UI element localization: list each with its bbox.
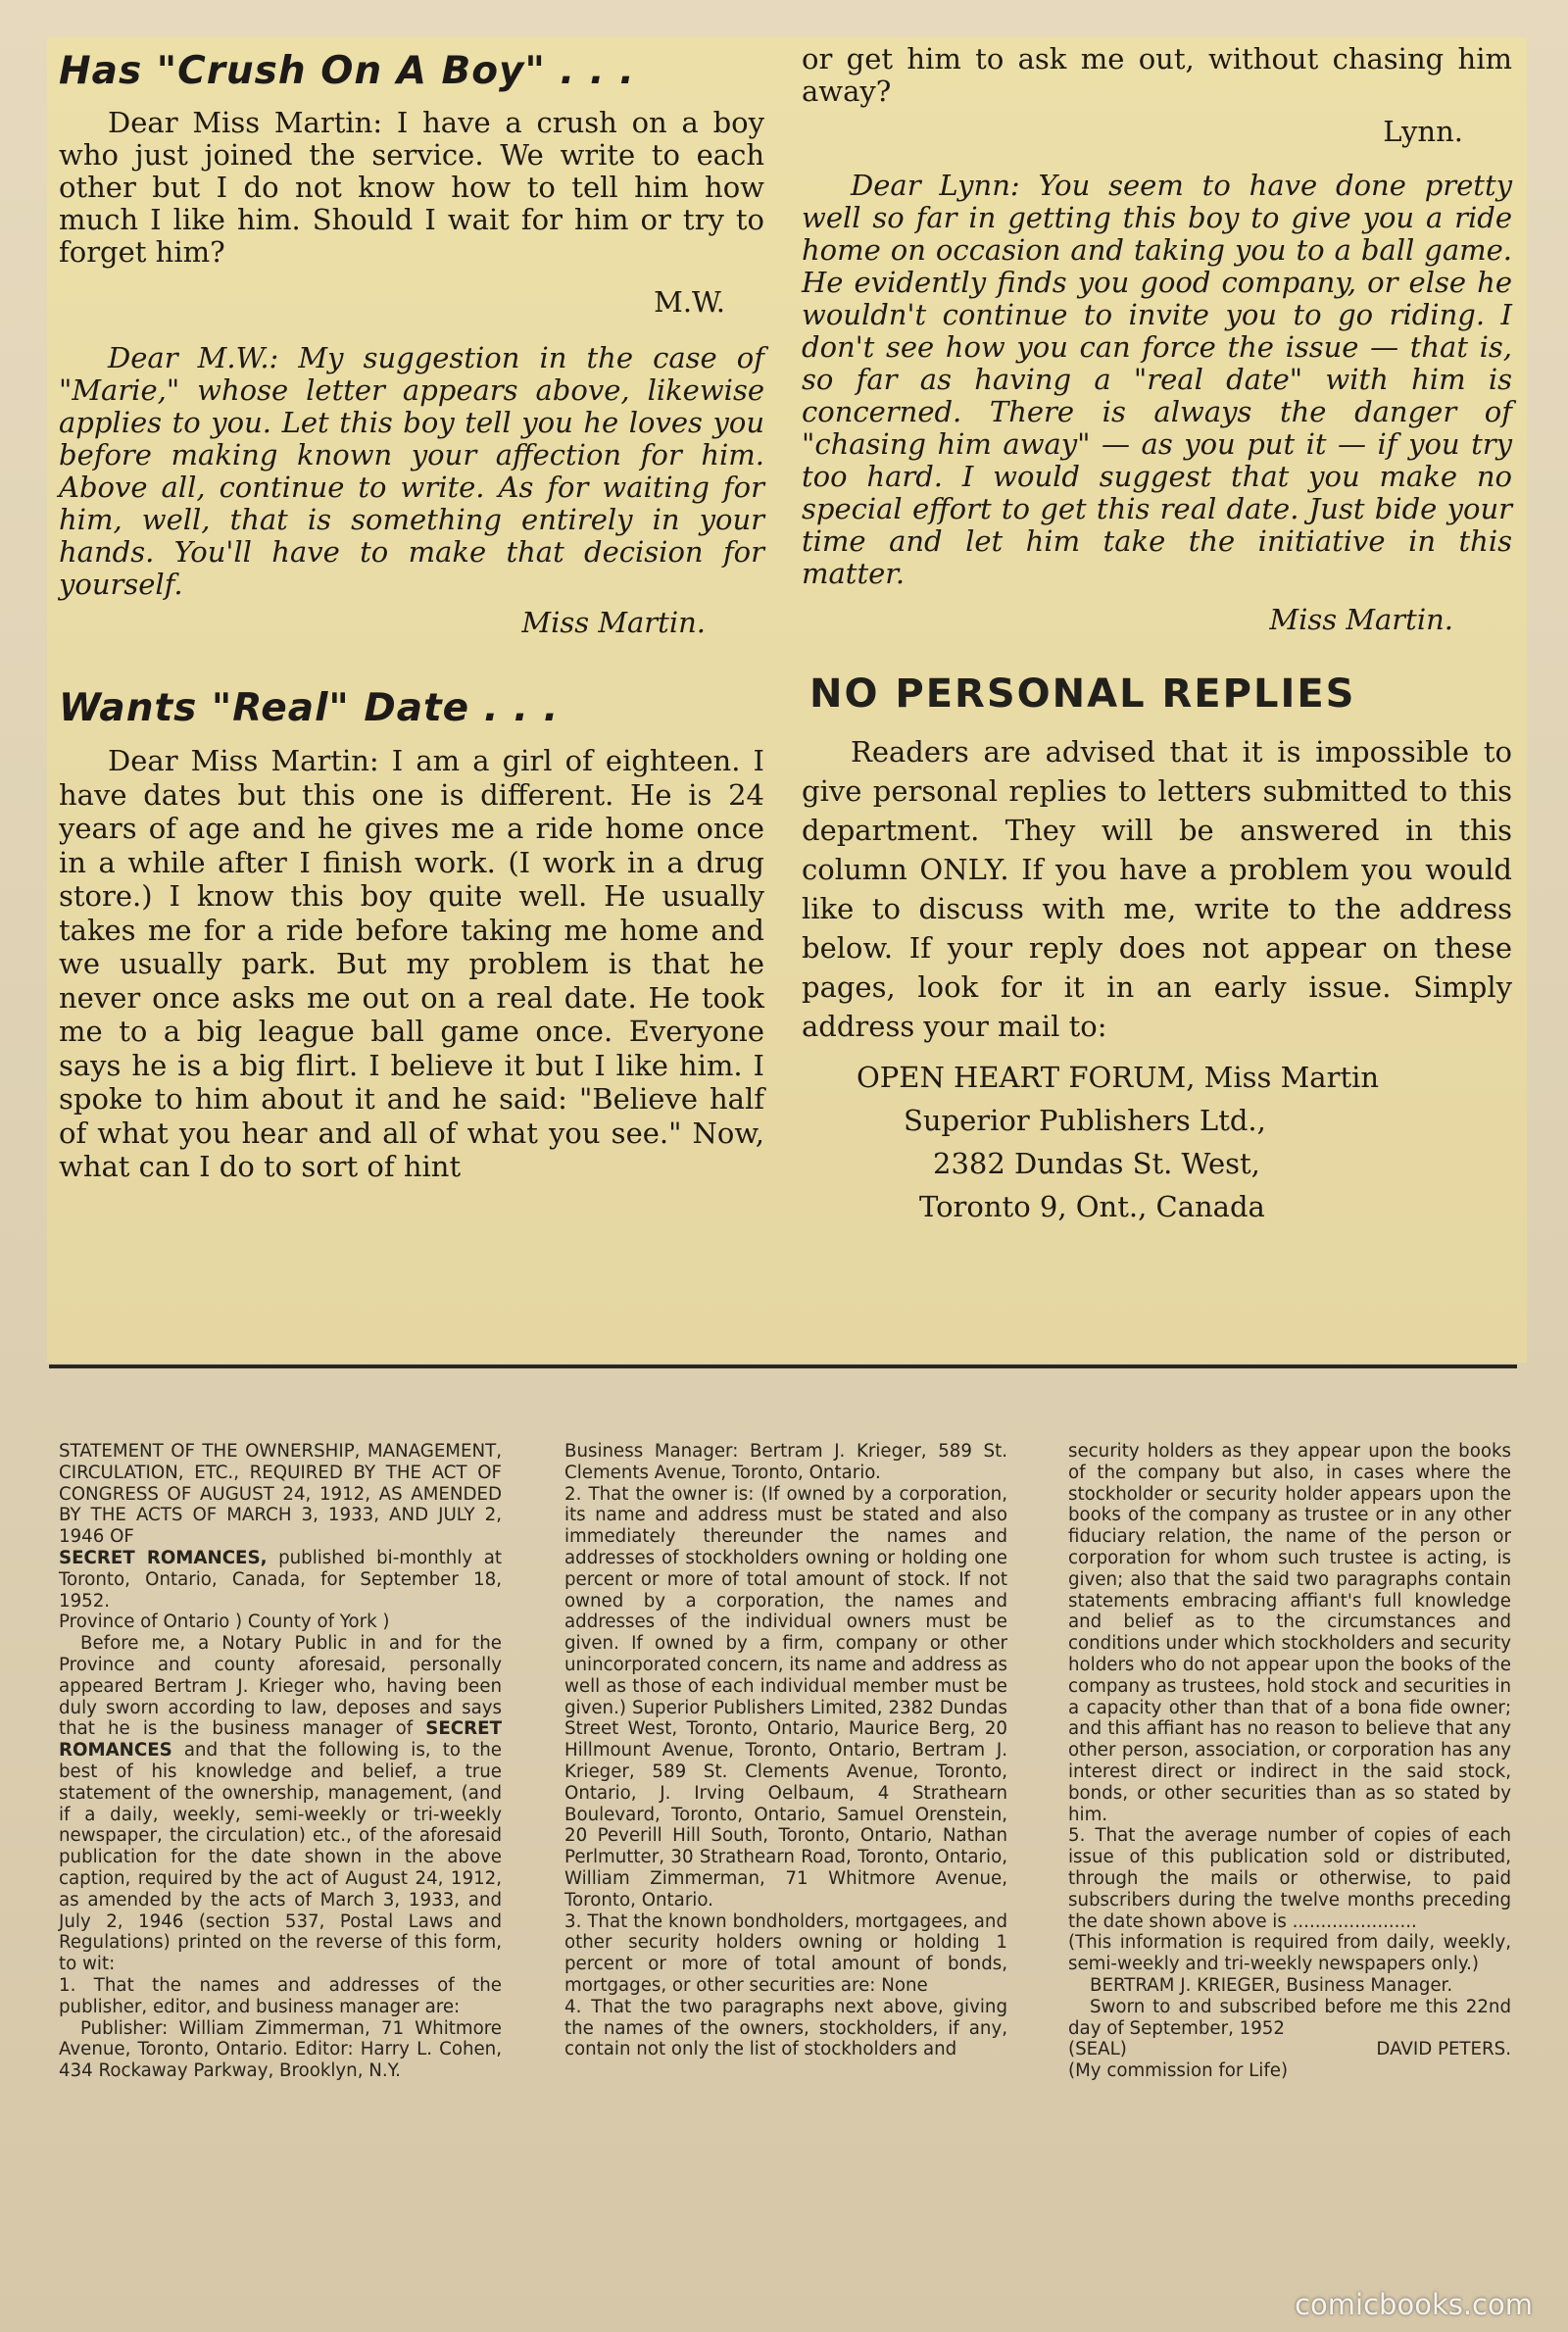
publication-name-2: SECRET ROMANCES (59, 1718, 502, 1761)
mailing-address (802, 1056, 1512, 1228)
address-line-1: OPEN HEART FORUM, Miss Martin (857, 1061, 1380, 1094)
address-line-4: Toronto 9, Ont., Canada (919, 1190, 1265, 1223)
statement-notary: DAVID PETERS. (1376, 2039, 1511, 2060)
section-divider (49, 1364, 1517, 1368)
left-column (59, 49, 764, 1184)
statement-pub-info: published bi-monthly at Toronto, Ontario, Canada, for September 18, 1952. (59, 1547, 502, 1612)
watermark: comicbooks.com (1295, 2288, 1533, 2321)
no-personal-replies-body: Readers are advised that it is impossible to give personal replies to letters submitted to this department. They will be answered in this column ONLY. If you have a problem you would like to discuss with me, write to the address below. If your reply does not appear on these pages, look for it in an early issue. Simply address your mail to: (802, 735, 1512, 1043)
real-date-letter-continued: or get him to ask me out, without chasing him away? (802, 42, 1512, 108)
lynn-signature: Lynn. (1383, 115, 1463, 148)
statement-item-5: 5. That the average number of copies of each issue of this publication sold or distributed, through the mails or otherwise, to paid subscribers during the twelve months preceding the date shown above is ...................... (1068, 1825, 1511, 1932)
right-column (802, 42, 1512, 1228)
real-date-letter: Dear Miss Martin: I am a girl of eighteen. I have dates but this one is different. He is 24 years of age and he gives me a ride home once in a while after I finish work. (I work in a drug store.) I know this boy quite well. He usually takes me for a ride before taking me home and we usually park. But my problem is that he never once asks me out on a real date. He took me to a big league ball game once. Everyone says he is a big flirt. I believe it but I like him. I spoke to him about it and he said: "Believe half of what you hear and all of what you see." Now, what can I do to sort of hint (59, 744, 764, 1183)
statement-business-manager: Business Manager: Bertram J. Krieger, 589 St. Clements Avenue, Toronto, Ontario. (564, 1441, 1007, 1483)
statement-sworn: Sworn to and subscribed before me this 22nd day of September, 1952 (1068, 1996, 1511, 2039)
lynn-reply-signature: Miss Martin. (1269, 603, 1453, 636)
statement-signatory: BERTRAM J. KRIEGER, Business Manager. (1090, 1974, 1453, 1996)
statement-column-1 (59, 1441, 502, 2082)
statement-column-2 (564, 1441, 1007, 2060)
statement-seal: (SEAL) (1068, 2039, 1127, 2060)
statement-item-2: 2. That the owner is: (If owned by a corporation, its name and address must be stated and also immediately thereunder the names and addresses of stockholders owning or holding one percent or more of total amount of stock. If not owned by a corporation, the names and addresses of the individual owners must be given. If owned by a firm, company or other unincorporated concern, its name and address as well as those of each individual member must be given.) Superior Publishers Limited, 2382 Dundas Street West, Toronto, Ontario, Maurice Berg, 20 Hillmount Avenue, Toronto, Ontario, Bertram J. Krieger, 589 St. Clements Avenue, Toronto, Ontario, J. Irving Oelbaum, 4 Strathearn Boulevard, Toronto, Ontario, Samuel Orenstein, 20 Peverill Hill South, Toronto, Ontario, Nathan Perlmutter, 30 Strathearn Road, Toronto, Ontario, William Zimmerman, 71 Whitmore Avenue, Toronto, Ontario. (564, 1483, 1007, 1910)
statement-title: STATEMENT OF THE OWNERSHIP, MANAGEMENT, CIRCULATION, ETC., REQUIRED BY THE ACT OF CONGRESS OF AUGUST 24, 1912, AS AMENDED BY THE ACTS OF MARCH 3, 1933, AND JULY 2, 1946 OF (59, 1441, 502, 1548)
statement-item-4-cont: security holders as they appear upon the books of the company but also, in cases where the stockholder or security holder appears upon the books of the company as trustee or in any other fiduciary relation, the name of the person or corporation for whom such trustee is acting, is given; also that the said two paragraphs contain statements embracing affiant's full knowledge and belief as to the circumstances and conditions under which stockholders and security holders who do not appear upon the books of the company as trustees, hold stock and securities in a capacity other than that of a bona fide owner; and this affiant has no reason to believe that any other person, association, or corporation has any interest direct or indirect in the said stock, bonds, or other securities than as so stated by him. (1068, 1441, 1511, 1825)
crush-reply: Dear M.W.: My suggestion in the case of "Marie," whose letter appears above, likewise applies to you. Let this boy tell you he loves you before making known your affection for him. Above all, continue to write. As for waiting for him, well, that is something entirely in your hands. You'll have to make that decision for yourself. (59, 341, 764, 601)
statement-item-4: 4. That the two paragraphs next above, giving the names of the owners, stockholders, if any, contain not only the list of stockholders and (564, 1996, 1007, 2060)
crush-signature: M.W. (654, 285, 725, 319)
address-line-2: Superior Publishers Ltd., (904, 1104, 1266, 1137)
statement-affidavit-cont: and that the following is, to the best of his knowledge and belief, a true statement of the ownership, management, (and if a daily, weekly, semi-weekly or tri-weekly newspaper, the circulation) etc., of the aforesaid publication for the date shown in the above caption, required by the act of August 24, 1912, as amended by the acts of March 3, 1933, and July 2, 1946 (section 537, Postal Laws and Regulations) printed on the reverse of this form, to wit: (59, 1740, 502, 1975)
statement-commission: (My commission for Life) (1068, 2060, 1289, 2082)
address-line-3: 2382 Dundas St. West, (933, 1147, 1260, 1180)
statement-publisher-editor: Publisher: William Zimmerman, 71 Whitmore Avenue, Toronto, Ontario. Editor: Harry L. Cohen, 434 Rockaway Parkway, Brooklyn, N.Y. (59, 2017, 502, 2082)
statement-column-3 (1068, 1441, 1511, 2082)
crush-letter: Dear Miss Martin: I have a crush on a boy who just joined the service. We write to each other but I do not know how to tell him how much I like him. Should I wait for him or try to forget him? (59, 106, 764, 269)
lynn-reply: Dear Lynn: You seem to have done pretty well so far in getting this boy to give you a ride home on occasion and taking you to a ball game. He evidently finds you good company, or else he wouldn't continue to invite you to go riding. I don't see how you can force the issue — that is, so far as having a "real date" with him is concerned. There is always the danger of "chasing him away" — as you put it — if you try too hard. I would suggest that you make no special effort to get this real date. Just bide your time and let him take the initiative in this matter. (802, 169, 1512, 590)
statement-note: (This information is required from daily, weekly, semi-weekly and tri-weekly newspapers only.) (1068, 1932, 1511, 1975)
statement-affidavit: Before me, a Notary Public in and for the Province and county aforesaid, personally appeared Bertram J. Krieger who, having been duly sworn according to law, deposes and says that he is the business manager of (59, 1633, 502, 1740)
crush-reply-signature: Miss Martin. (521, 606, 706, 639)
statement-item-3: 3. That the known bondholders, mortgagees, and other security holders owning or holding 1 percent or more of total amount of bonds, mortgages, or other securities are: None (564, 1910, 1007, 1996)
statement-jurisdiction: Province of Ontario ) County of York ) (59, 1612, 390, 1633)
publication-name: SECRET ROMANCES, (59, 1547, 268, 1568)
real-date-heading: Wants "Real" Date . . . (59, 686, 560, 730)
statement-item-1: 1. That the names and addresses of the publisher, editor, and business manager are: (59, 1974, 502, 2017)
no-personal-replies-heading: NO PERSONAL REPLIES (809, 671, 1356, 717)
crush-heading: Has "Crush On A Boy" . . . (59, 49, 635, 93)
